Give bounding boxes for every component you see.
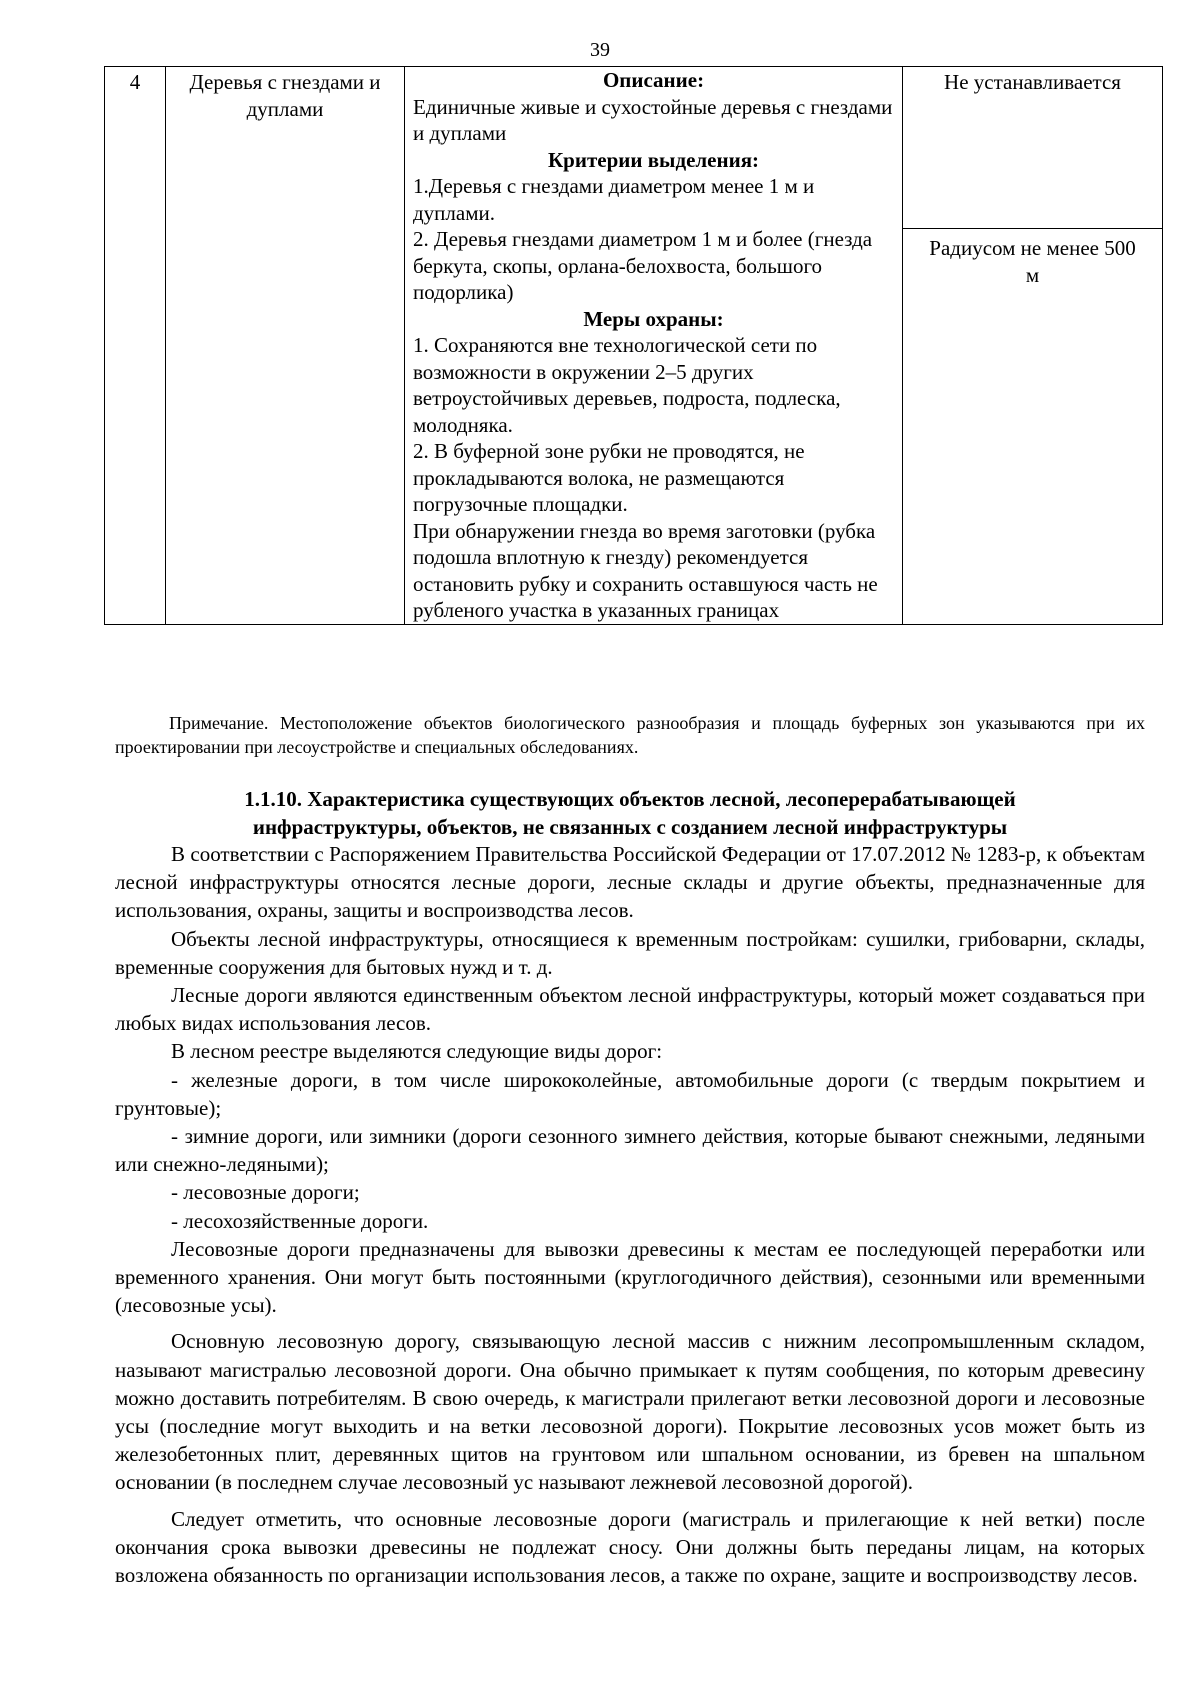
paragraph: В соответствии с Распоряжением Правительства Российской Федерации от 17.07.2012 № 1283-р, к объектам лесной инфраструктуры относятся лесные дороги, лесные склады и другие объекты, предназначенные для использования, охраны, защиты и воспроизводства лесов. [115, 842, 1145, 923]
measures-heading: Меры охраны: [583, 306, 724, 331]
biodiversity-objects-table [104, 66, 1163, 625]
list-item: - зимние дороги, или зимники (дороги сезонного зимнего действия, которые бывают снежными, ледяными или снежно-ледяными); [115, 1124, 1145, 1177]
description-text: Единичные живые и сухостойные деревья с гнездами и дуплами [413, 94, 893, 145]
table-note [115, 711, 1145, 759]
paragraph: Основную лесовозную дорогу, связывающую лесной массив с нижним лесопромышленным складом, называют магистралью лесовозной дороги. Она обычно примыкает к путям сообщения, по которым древесину можно доставить потребителям. В свою очередь, к магистрали прилегают ветки лесовозной дороги и лесовозные усы (последние могут выходить и на ветки лесовозной дороги). Покрытие лесовозных усов может быть из железобетонных плит, деревянных щитов на грунтовом или шпальном основании, из бревен на шпальном основании (в последнем случае лесовозный ус называют лежневой лесовозной дорогой). [115, 1329, 1145, 1495]
measures-item-3: При обнаружении гнезда во время заготовки (рубка подошла вплотную к гнезду) рекомендуется остановить рубку и сохранить оставшуюся часть не рубленого участка в указанных границах [413, 518, 878, 622]
paragraph: Объекты лесной инфраструктуры, относящиеся к временным постройкам: сушилки, грибоварни, склады, временные сооружения для бытовых нужд и т. д. [115, 926, 1145, 979]
buffer-zone-cell [903, 67, 1163, 625]
section-heading-line-1: 1.1.10. Характеристика существующих объектов лесной, лесоперерабатывающей [244, 787, 1016, 811]
section-heading [115, 785, 1145, 841]
table-row [105, 67, 1163, 625]
measures-item-1: 1. Сохраняются вне технологической сети по возможности в окружении 2–5 других ветроустойчивых деревьев, подроста, подлеска, молодняка. [413, 333, 841, 437]
list-item: - лесохозяйственные дороги. [171, 1208, 429, 1233]
measures-item-2: 2. В буферной зоне рубки не проводятся, не прокладываются волока, не размещаются погрузочные площадки. [413, 439, 805, 516]
criteria-item-1: 1.Деревья с гнездами диаметром менее 1 м и дуплами. [413, 174, 815, 225]
section-heading-line-2: инфраструктуры, объектов, не связанных с созданием лесной инфраструктуры [252, 815, 1008, 839]
note-text: Примечание. Местоположение объектов биологического разнообразия и площадь буферных зон указываются при их проектировании при лесоустройстве и специальных обследованиях. [115, 713, 1145, 757]
buffer-zone-large-nests: Радиусом не менее 500 м [929, 236, 1136, 287]
paragraph: Следует отметить, что основные лесовозные дороги (магистраль и прилегающие к ней ветки) после окончания срока вывозки древесины не подлежат сносу. Они должны быть переданы лицам, на которых возложена обязанность по организации использования лесов, а также по охране, защите и воспроизводству лесов. [115, 1506, 1145, 1588]
row-number-cell: 4 [105, 67, 166, 625]
section-body [115, 840, 1145, 1589]
object-name-cell: Деревья с гнездами и дуплами [166, 67, 405, 625]
description-heading: Описание: [602, 68, 705, 92]
list-item: - лесовозные дороги; [171, 1180, 360, 1205]
description-cell [405, 67, 903, 625]
page-number: 39 [590, 39, 610, 61]
paragraph: Лесные дороги являются единственным объектом лесной инфраструктуры, который может создаваться при любых видах использования лесов. [115, 983, 1145, 1036]
criteria-item-2: 2. Деревья гнездами диаметром 1 м и более (гнезда беркута, скопы, орлана-белохвоста, большого подорлика) [413, 227, 873, 304]
paragraph: В лесном реестре выделяются следующие виды дорог: [171, 1039, 663, 1064]
buffer-zone-small-nests: Не устанавливается [903, 67, 1162, 229]
list-item: - железные дороги, в том числе ширококолейные, автомобильные дороги (с твердым покрытием и грунтовые); [115, 1067, 1145, 1120]
paragraph: Лесовозные дороги предназначены для вывозки древесины к местам ее последующей переработки или временного хранения. Они могут быть постоянными (круглогодичного действия), сезонными или временными (лесовозные усы). [115, 1236, 1145, 1318]
criteria-heading: Критерии выделения: [547, 147, 760, 172]
